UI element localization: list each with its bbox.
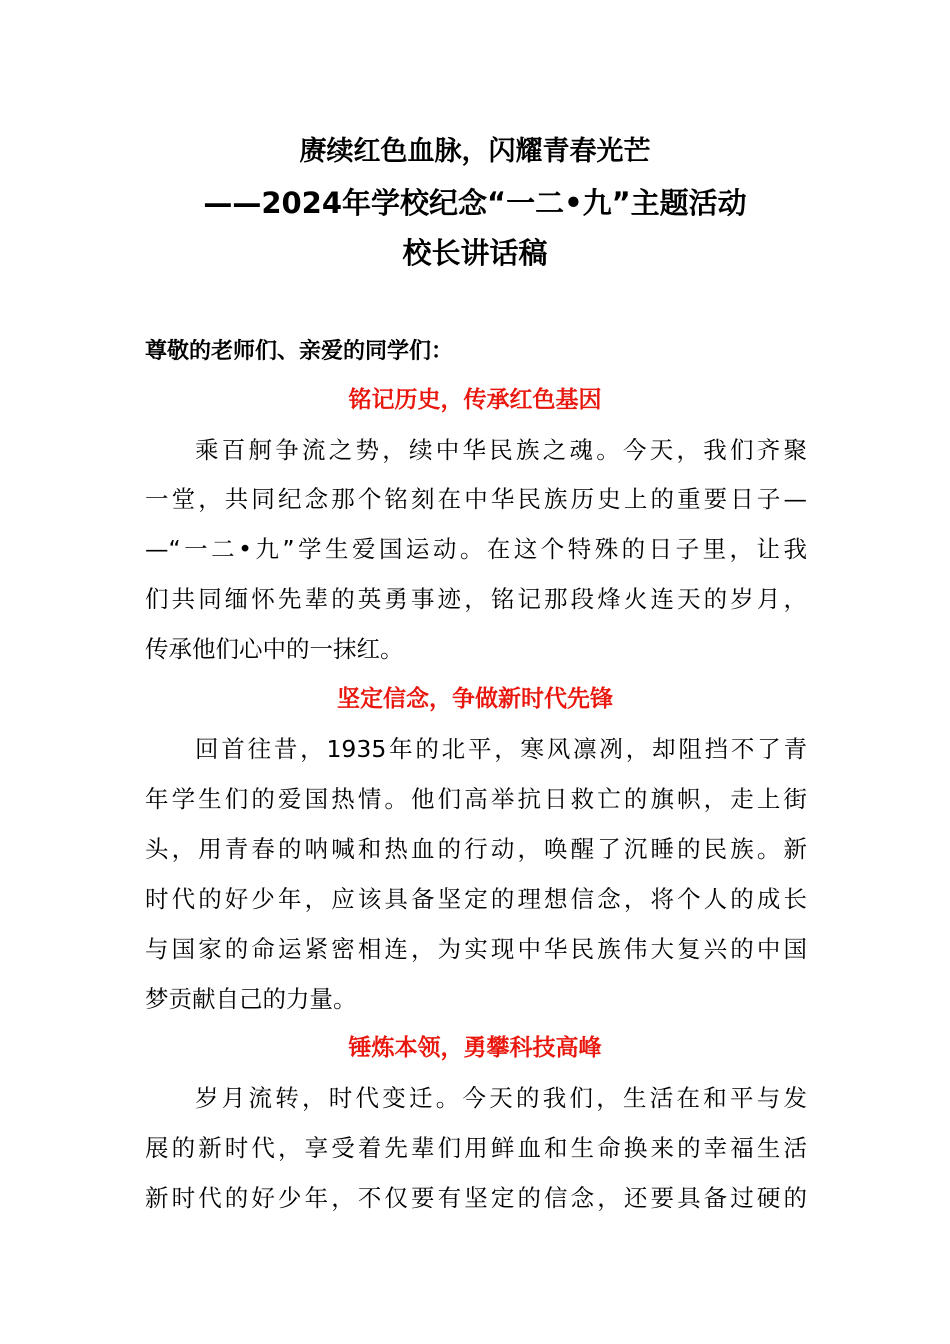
paragraph-line: 一堂，共同纪念那个铭刻在中华民族历史上的重要日子— <box>145 485 807 513</box>
document-title: 赓续红色血脉，闪耀青春光芒 <box>299 136 651 167</box>
paragraph-line: —“一二•九”学生爱国运动。在这个特殊的日子里，让我 <box>145 535 807 563</box>
paragraph-line: 岁月流转，时代变迁。今天的我们，生活在和平与发 <box>195 1084 807 1112</box>
paragraph-line: 头，用青春的呐喊和热血的行动，唤醒了沉睡的民族。新 <box>145 835 807 863</box>
section-heading-1: 铭记历史，传承红色基因 <box>348 387 602 413</box>
paragraph-line: 回首往昔，1935年的北平，寒风凛冽，却阻挡不了青 <box>195 735 807 763</box>
greeting: 尊敬的老师们、亲爱的同学们： <box>145 339 454 364</box>
section-heading-2: 坚定信念，争做新时代先锋 <box>337 686 613 712</box>
paragraph-line: 新时代的好少年，不仅要有坚定的信念，还要具备过硬的 <box>145 1184 807 1212</box>
paragraph-line: 展的新时代，享受着先辈们用鲜血和生命换来的幸福生活 <box>145 1134 807 1162</box>
paragraph-line: 梦贡献自己的力量。 <box>145 985 357 1013</box>
paragraph-line: 传承他们心中的一抹红。 <box>145 635 404 663</box>
paragraph-line: 时代的好少年，应该具备坚定的理想信念，将个人的成长 <box>145 885 807 913</box>
document-subtitle: ——2024年学校纪念“一二•九”主题活动 <box>203 186 747 220</box>
paragraph-line: 与国家的命运紧密相连，为实现中华民族伟大复兴的中国 <box>145 935 807 963</box>
paragraph-line: 年学生们的爱国热情。他们高举抗日救亡的旗帜，走上街 <box>145 785 807 813</box>
paragraph-line: 们共同缅怀先辈的英勇事迹，铭记那段烽火连天的岁月， <box>145 585 807 613</box>
document-subtitle-2: 校长讲话稿 <box>402 236 548 270</box>
paragraph-line: 乘百舸争流之势，续中华民族之魂。今天，我们齐聚 <box>195 436 807 464</box>
section-heading-3: 锤炼本领，勇攀科技高峰 <box>348 1035 602 1061</box>
